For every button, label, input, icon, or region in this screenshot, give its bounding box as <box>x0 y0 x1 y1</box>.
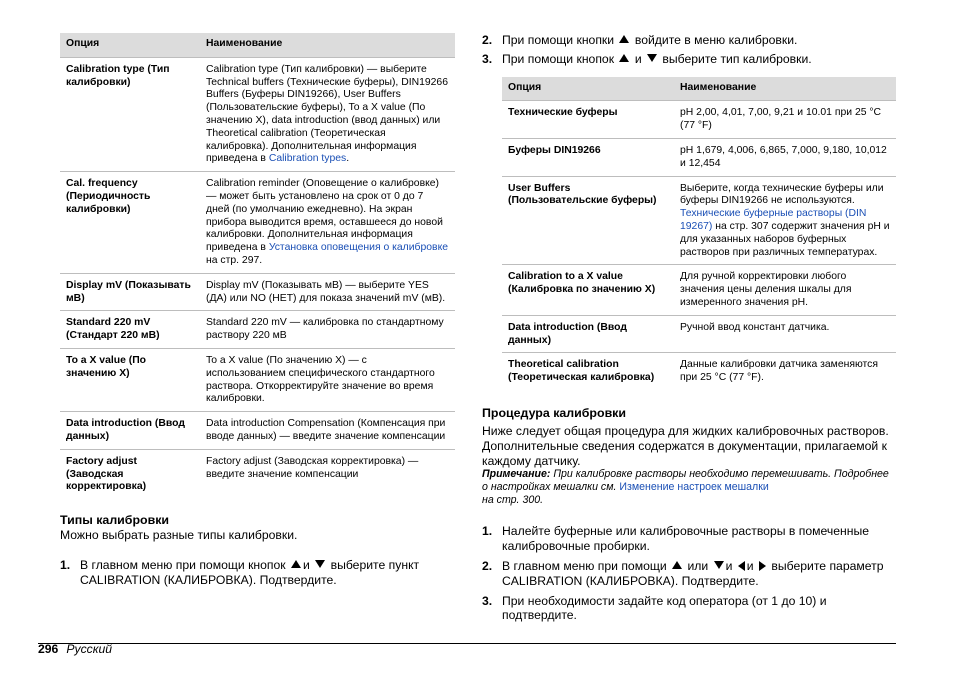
description-suffix: . <box>346 153 350 165</box>
table-row <box>60 172 455 274</box>
step-text: и <box>746 558 754 573</box>
option-name: Технические буферы <box>502 101 674 139</box>
step-text: В главном меню при помощи <box>502 558 667 573</box>
step-text: При необходимости задайте код оператора (от 1 до 10) и подтвердите. <box>502 593 827 623</box>
stirrer-settings-link[interactable]: Изменение настроек мешалки <box>619 481 769 494</box>
table-row <box>502 265 896 315</box>
table-row <box>60 311 455 349</box>
list-item <box>60 558 455 588</box>
option-description <box>200 57 455 171</box>
table-row <box>60 412 455 450</box>
table-row <box>60 348 455 411</box>
procedure-steps-list <box>482 524 896 623</box>
arrow-left-icon <box>738 561 745 571</box>
note <box>482 468 896 507</box>
calibration-types-link[interactable]: Calibration types <box>268 153 347 165</box>
list-item <box>482 559 896 589</box>
table-row <box>502 101 896 139</box>
option-description: To a X value (По значению X) — с использованием специфического стандартного раствора. Откорректируйте значение во время калибровки. <box>200 348 455 411</box>
option-description: Factory adjust (Заводская корректировка) — введите значение компенсации <box>200 449 455 499</box>
option-name: Буферы DIN19266 <box>502 138 674 176</box>
step-text: В главном меню при помощи кнопок <box>80 557 286 572</box>
step-text: выберите тип калибровки. <box>662 51 812 66</box>
step-text: или <box>687 558 709 573</box>
section-heading-calibration-procedure: Процедура калибровки <box>482 405 627 420</box>
page-number: 296 <box>38 642 59 656</box>
technical-buffers-link[interactable]: Технические буферные растворы (DIN 19267) <box>680 208 867 232</box>
step-text: Налейте буферные или калибровочные растворы в помеченные калибровочные пробирки. <box>502 524 869 554</box>
list-item <box>482 52 896 67</box>
step-number: 1. <box>482 524 493 539</box>
option-description: pH 2,00, 4,01, 7,00, 9,21 и 10.01 при 25 °C (77 °F) <box>674 101 896 139</box>
note-label: Примечание: <box>482 468 551 481</box>
table-row <box>502 315 896 353</box>
page-footer <box>38 642 112 657</box>
option-description: Ручной ввод констант датчика. <box>674 315 896 353</box>
calibration-options-table <box>60 33 455 499</box>
arrow-right-icon <box>759 561 766 571</box>
table-row <box>502 353 896 390</box>
list-item <box>482 594 896 624</box>
section-intro: Ниже следует общая процедура для жидких калибровочных растворов. Дополнительные сведения содержатся в документации, прилагаемой к каждому датчику. <box>482 423 889 468</box>
table-row <box>60 57 455 171</box>
step-number: 3. <box>482 51 493 66</box>
note-text: При калибровке растворы необходимо перемешивать. Подробнее о настройках мешалки см. <box>482 468 889 494</box>
arrow-up-icon <box>291 560 301 568</box>
table-row <box>502 176 896 265</box>
option-name: Calibration to a X value (Калибровка по значению X) <box>502 265 674 315</box>
option-name: Cal. frequency (Периодичность калибровки) <box>60 172 200 274</box>
arrow-down-icon <box>647 54 657 62</box>
arrow-down-icon <box>315 560 325 568</box>
step-text: и <box>634 51 642 66</box>
calibration-types-table <box>502 77 896 390</box>
step-text: и <box>725 558 733 573</box>
description-text: Calibration reminder (Оповещение о калибровке) — может быть установлено на срок от 0 до 7 дней (по умолчанию ежедневно). На экран прибора выводится время, оставшееся до новой калибровки. Дополнительная информация приведена в <box>206 178 443 254</box>
option-name: To a X value (По значению X) <box>60 348 200 411</box>
table-row <box>60 449 455 499</box>
description-text: Calibration type (Тип калибровки) — выберите Technical buffers (Технические буферы), DIN19266 Buffers (Буферы DIN19266), User Buffers (Пользовательские буферы), To a X value (По значению X), data introduction (ввод данных) или Theoretical calibration (Теоретическая калибровка). Дополнительная информация приведена в <box>206 63 448 165</box>
step-text: выберите пункт CALIBRATION (КАЛИБРОВКА). Подтвердите. <box>80 557 420 587</box>
arrow-up-icon <box>672 561 682 569</box>
option-name: User Buffers (Пользовательские буферы) <box>502 176 674 265</box>
section-intro: Можно выбрать разные типы калибровки. <box>60 528 298 543</box>
table-header-option: Опция <box>60 33 200 57</box>
left-column <box>60 33 455 588</box>
description-suffix: на стр. 307 содержит значения pH и для указанных наборов буферных растворов при различных температурах. <box>680 220 890 258</box>
option-name: Factory adjust (Заводская корректировка) <box>60 449 200 499</box>
step-text: и <box>303 557 310 572</box>
option-name: Data introduction (Ввод данных) <box>60 412 200 450</box>
arrow-up-icon <box>619 54 629 62</box>
option-description <box>674 176 896 265</box>
option-description: Для ручной корректировки любого значения цены деления шкалы для измеренного значения pH. <box>674 265 896 315</box>
steps-list <box>482 33 896 67</box>
option-name: Display mV (Показывать мВ) <box>60 273 200 311</box>
note-suffix: на стр. 300. <box>482 494 544 507</box>
option-description: pH 1,679, 4,006, 6,865, 7,000, 9,180, 10,012 и 12,454 <box>674 138 896 176</box>
step-text: войдите в меню калибровки. <box>634 33 798 47</box>
option-name: Calibration type (Тип калибровки) <box>60 57 200 171</box>
option-description: Standard 220 mV — калибровка по стандартному раствору 220 мВ <box>200 311 455 349</box>
description-text: Выберите, когда технические буферы или буферы DIN19266 не используются. <box>680 182 884 207</box>
step-text: выберите параметр CALIBRATION (КАЛИБРОВКА). Подтвердите. <box>502 558 884 588</box>
option-description <box>200 172 455 274</box>
description-suffix: на стр. 297. <box>206 254 263 266</box>
step-number: 1. <box>60 557 71 572</box>
table-row <box>502 138 896 176</box>
arrow-down-icon <box>714 561 724 569</box>
footer-language: Русский <box>66 642 113 656</box>
table-header-description: Наименование <box>200 33 455 57</box>
step-text: При помощи кнопки <box>502 33 615 47</box>
step-number: 3. <box>482 593 493 608</box>
list-item <box>482 524 896 554</box>
option-name: Standard 220 mV (Стандарт 220 мВ) <box>60 311 200 349</box>
steps-list <box>60 558 455 588</box>
step-number: 2. <box>482 33 493 47</box>
option-name: Data introduction (Ввод данных) <box>502 315 674 353</box>
option-name: Theoretical calibration (Теоретическая калибровка) <box>502 353 674 390</box>
footer-divider <box>38 643 896 644</box>
option-description: Data introduction Compensation (Компенсация при вводе данных) — введите значение компенсации <box>200 412 455 450</box>
list-item <box>482 33 896 48</box>
right-column <box>482 33 896 623</box>
step-text: При помощи кнопок <box>502 51 615 66</box>
option-description: Display mV (Показывать мВ) — выберите YES (ДА) или NO (НЕТ) для показа значений mV (мВ). <box>200 273 455 311</box>
calibration-reminder-link[interactable]: Установка оповещения о калибровке <box>268 242 449 254</box>
table-header-description: Наименование <box>674 77 896 101</box>
section-heading-calibration-types: Типы калибровки <box>60 513 170 528</box>
table-row <box>60 273 455 311</box>
table-header-option: Опция <box>502 77 674 101</box>
arrow-up-icon <box>619 35 629 43</box>
option-description: Данные калибровки датчика заменяются при 25 °C (77 °F). <box>674 353 896 390</box>
step-number: 2. <box>482 558 493 573</box>
